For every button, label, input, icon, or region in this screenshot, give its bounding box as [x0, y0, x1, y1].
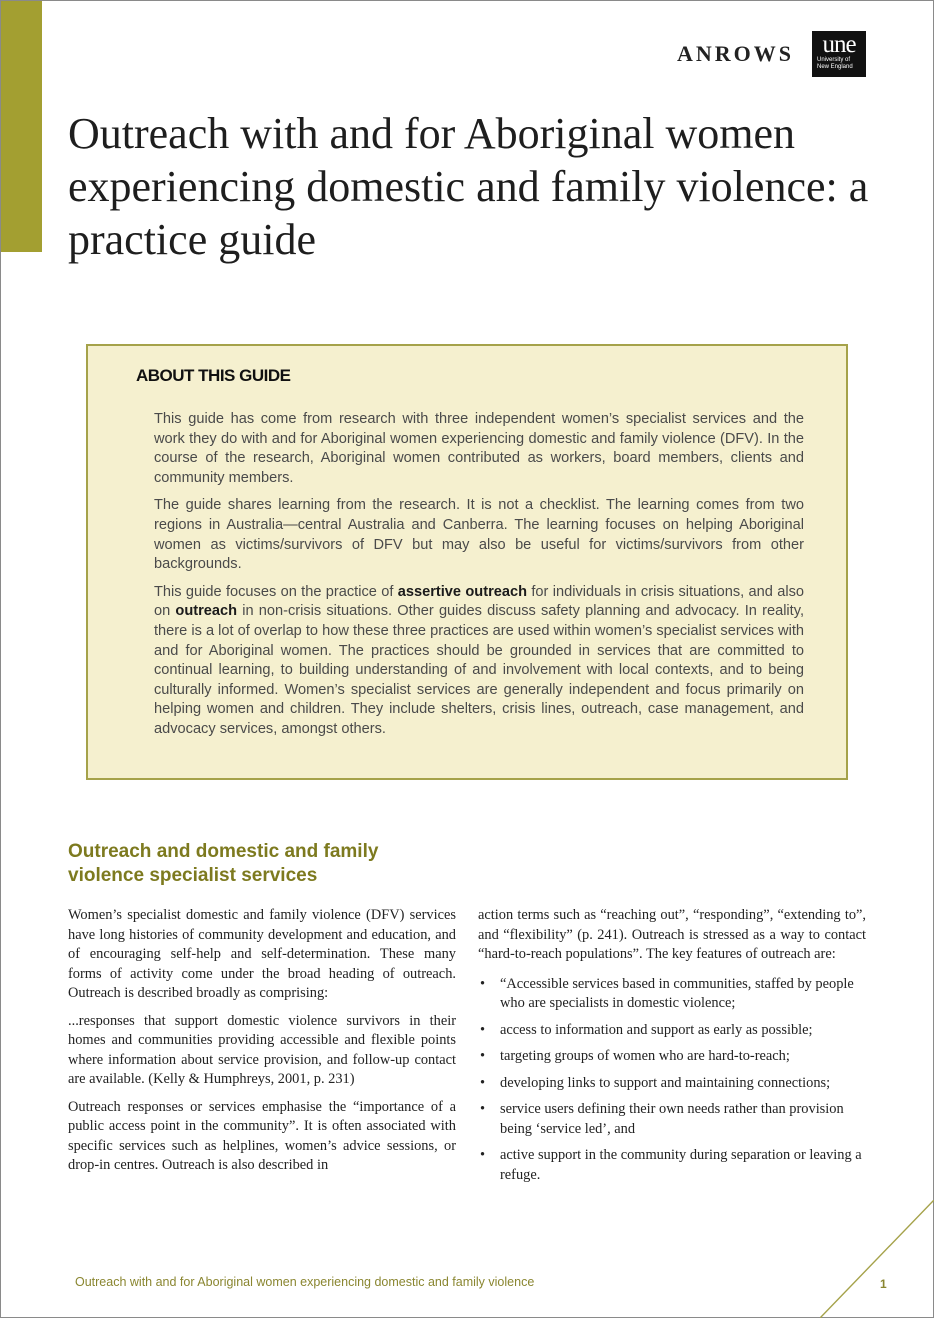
about-paragraph-2: The guide shares learning from the research. It is not a checklist. The learning comes from two regions in Australia—central Australia and Canberra. The learning focuses on helping Aboriginal women as victims/survivors of DFV but may also be useful for victims/survivors from other backgrounds.	[154, 497, 804, 573]
left-column	[68, 906, 456, 1184]
key-features-list	[478, 975, 866, 1186]
about-paragraph-3	[154, 583, 804, 740]
about-p3-text-e: in non-crisis situations. Other guides discuss safety planning and advocacy. In reality, there is a lot of overlap to how these three practices are used within women’s specialist services with and for Aboriginal women. The practices should be grounded in services that are committed to continual learning, to building understanding of and involvement with local contexts, and to being culturally informed. Women’s specialist services are generally independent and focus primarily on helping women and children. They include shelters, crisis lines, outreach, case management, and advocacy services, amongst others.	[154, 603, 804, 737]
block-quote: ...responses that support domestic violence survivors in their homes and communities providing accessible and flexible points where information about service provision, and follow-up contact are available. (Kelly & Humphreys, 2001, p. 231)	[68, 1012, 456, 1087]
corner-diagonal-line	[820, 1200, 934, 1318]
left-paragraph-1: Women’s specialist domestic and family violence (DFV) services have long histories of community development and education, and of encouraging self-help and self-determination. These many forms of activity come under the broad heading of outreach. Outreach is described broadly as comprising:	[68, 907, 456, 1001]
bullet-icon: •	[480, 1147, 486, 1163]
outreach-term: outreach	[175, 603, 238, 620]
une-logo-subtitle: University of New England	[817, 57, 853, 70]
about-guide-box	[86, 344, 848, 780]
about-paragraph-1: This guide has come from research with three independent women’s specialist services and the work they do with and for Aboriginal women experiencing domestic and family violence (DFV). In the course of the research, Aboriginal women contributed as workers, board members, clients and community members.	[154, 411, 804, 486]
right-paragraph-1: action terms such as “reaching out”, “responding”, “extending to”, and “flexibility” (p. 241). Outreach is stressed as a way to contact “hard-to-reach populations”. The key features of outreach are:	[478, 907, 866, 962]
bullet-icon: •	[480, 1074, 486, 1091]
right-column	[478, 906, 866, 1192]
left-paragraph-2: Outreach responses or services emphasise the “importance of a public access point in the community”. It is often associated with specific services such as helplines, women’s advice sessions, or drop-in centres. Outreach is also described in	[68, 1098, 456, 1173]
list-item	[478, 1047, 866, 1067]
list-item	[478, 1074, 866, 1094]
about-heading: ABOUT THIS GUIDE	[136, 366, 291, 385]
une-logo-mark: une	[822, 31, 856, 58]
bullet-icon: •	[480, 975, 486, 992]
une-logo	[812, 31, 866, 77]
bullet-icon: •	[480, 1021, 486, 1038]
list-item-text: active support in the community during separation or leaving a refuge.	[500, 1147, 862, 1183]
list-item-text: targeting groups of women who are hard-to-reach;	[500, 1048, 790, 1064]
footer-running-title: Outreach with and for Aboriginal women experiencing domestic and family violence	[75, 1275, 535, 1289]
list-item	[478, 975, 866, 1014]
list-item	[478, 1100, 866, 1139]
anrows-logo: ANROWS	[676, 41, 794, 66]
list-item-text: developing links to support and maintaining connections;	[500, 1074, 831, 1091]
list-item-text: “Accessible services based in communities, staffed by people who are specialists in domestic violence;	[500, 975, 854, 1011]
bullet-icon: •	[480, 1101, 486, 1117]
list-item	[478, 1146, 866, 1185]
about-p3-text-a: This guide focuses on the practice of	[154, 583, 398, 600]
list-item-text: access to information and support as early as possible;	[500, 1021, 813, 1038]
page-title: Outreach with and for Aboriginal women experiencing domestic and family violence: a practice guide	[68, 109, 869, 264]
section-heading: Outreach and domestic and family violence specialist services	[68, 841, 379, 886]
about-p3-text-c: for individuals in crisis situations, and also on	[154, 583, 804, 620]
header-logos	[677, 31, 866, 77]
page-number: 1	[880, 1277, 887, 1291]
olive-accent-bar	[1, 1, 42, 252]
list-item-text: service users defining their own needs rather than provision being ‘service led’, and	[500, 1101, 844, 1137]
assertive-outreach-term: assertive outreach	[397, 583, 528, 600]
bullet-icon: •	[480, 1048, 486, 1064]
list-item	[478, 1021, 866, 1041]
about-body	[154, 410, 804, 748]
